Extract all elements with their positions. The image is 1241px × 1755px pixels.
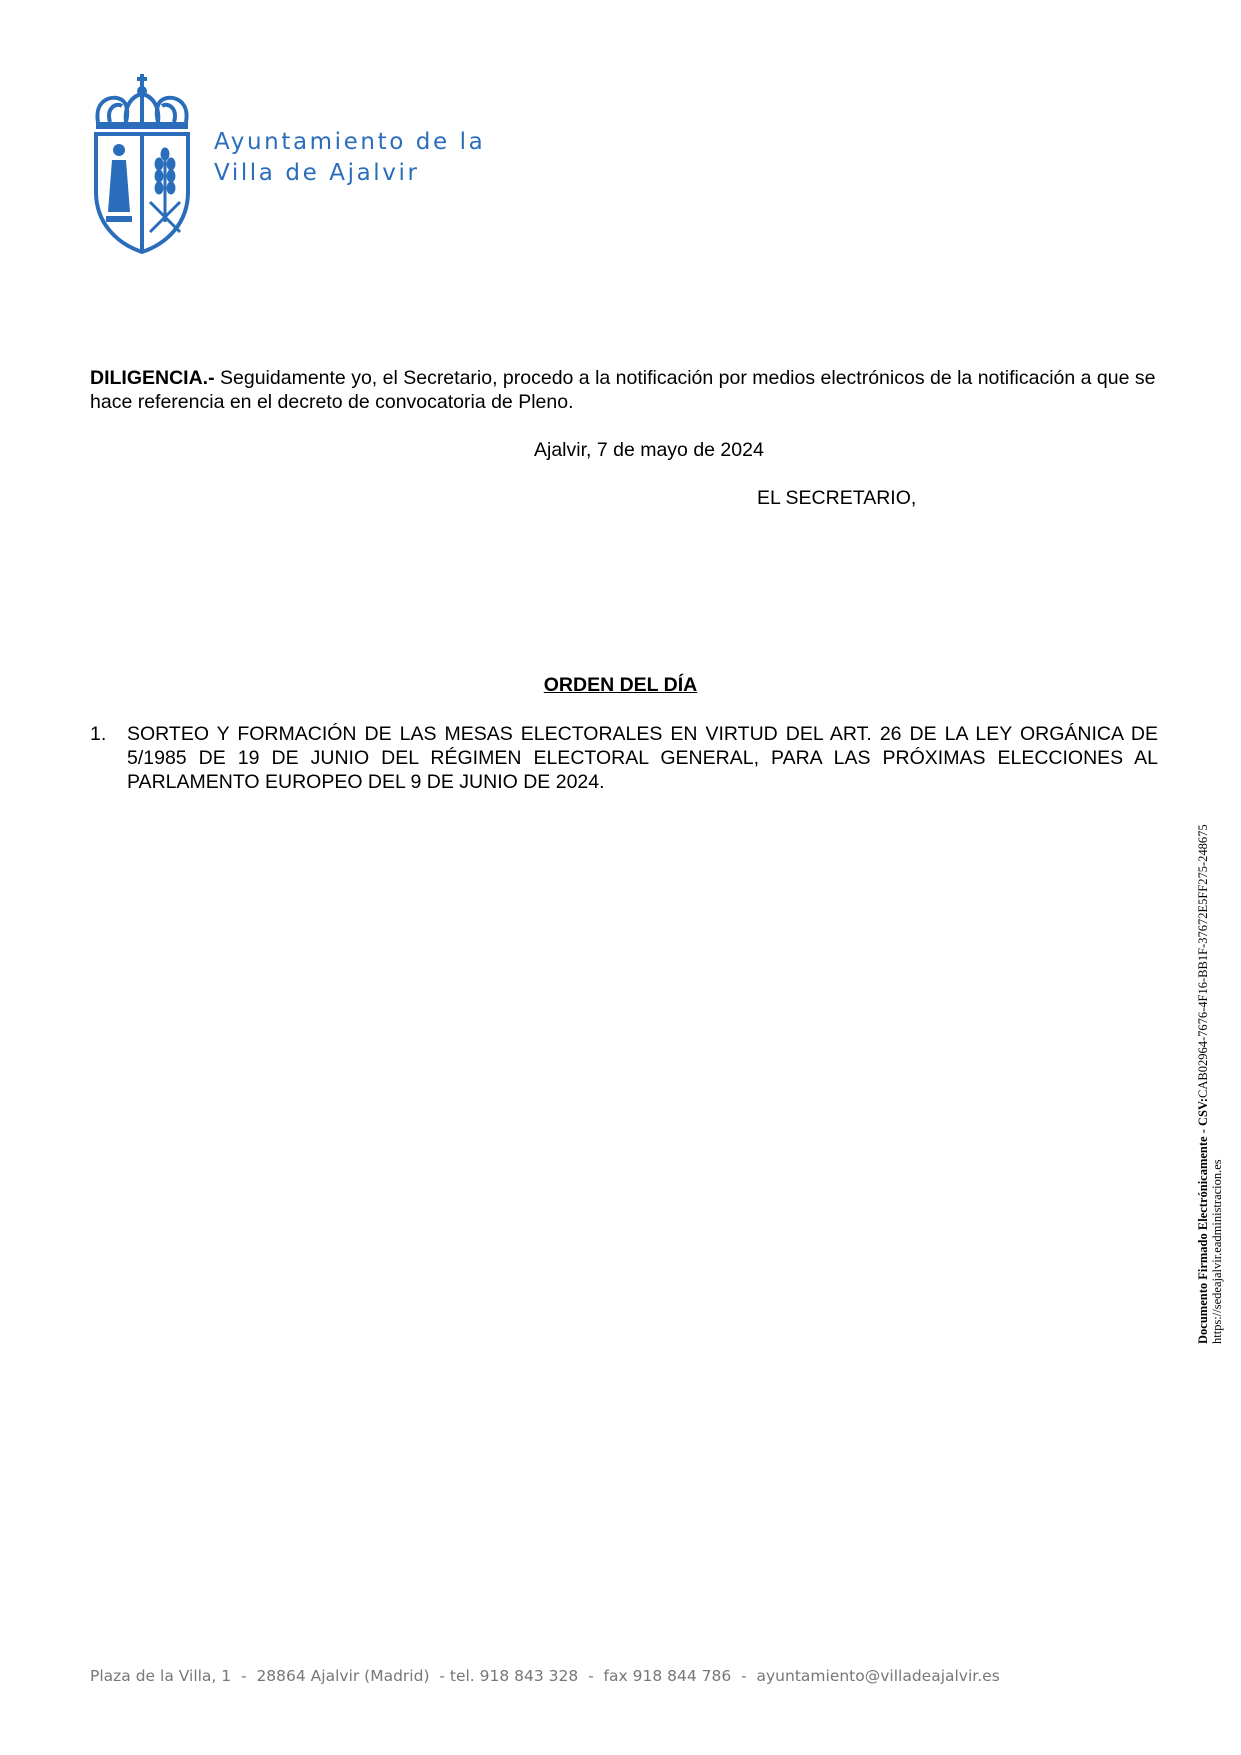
agenda-item bbox=[90, 722, 1158, 794]
org-name-line1: Ayuntamiento de la bbox=[214, 129, 486, 155]
agenda-title: ORDEN DEL DÍA bbox=[543, 674, 698, 696]
diligencia-paragraph bbox=[90, 366, 1158, 414]
verification-url: https://sedeajalvir.eadministracion.es bbox=[1210, 1159, 1224, 1344]
diligencia-label: DILIGENCIA.- bbox=[90, 367, 215, 389]
signed-label: Documento Firmado Electrónicamente - CSV: bbox=[1196, 1097, 1210, 1344]
signer-title: EL SECRETARIO, bbox=[757, 487, 917, 509]
agenda-item-number: 1. bbox=[90, 723, 107, 745]
org-name-line2: Villa de Ajalvir bbox=[214, 160, 420, 186]
place-date: Ajalvir, 7 de mayo de 2024 bbox=[534, 439, 764, 461]
org-name bbox=[214, 127, 485, 189]
agenda-item-text: SORTEO Y FORMACIÓN DE LAS MESAS ELECTORALES EN VIRTUD DEL ART. 26 DE LA LEY ORGÁNICA DE 5/1985 DE 19 DE JUNIO DEL RÉGIMEN ELECTORAL GENERAL, PARA LAS PRÓXIMAS ELECCIONES AL PARLAMENTO EUROPEO DEL 9 DE JUNIO DE 2024. bbox=[127, 723, 1158, 793]
electronic-signature-stamp bbox=[1196, 724, 1224, 1344]
diligencia-text: Seguidamente yo, el Secretario, procedo a la notificación por medios electrónicos de la notificación a que se hace referencia en el decreto de convocatoria de Pleno. bbox=[90, 367, 1156, 413]
coat-of-arms-icon bbox=[92, 72, 192, 254]
footer-address: Plaza de la Villa, 1 - 28864 Ajalvir (Madrid) - tel. 918 843 328 - fax 918 844 786 - ayuntamiento@villadeajalvir.es bbox=[90, 1667, 1000, 1685]
csv-code: CAB02964-7676-4F16-BB1F-37672E5FF275-248675 bbox=[1196, 824, 1210, 1098]
